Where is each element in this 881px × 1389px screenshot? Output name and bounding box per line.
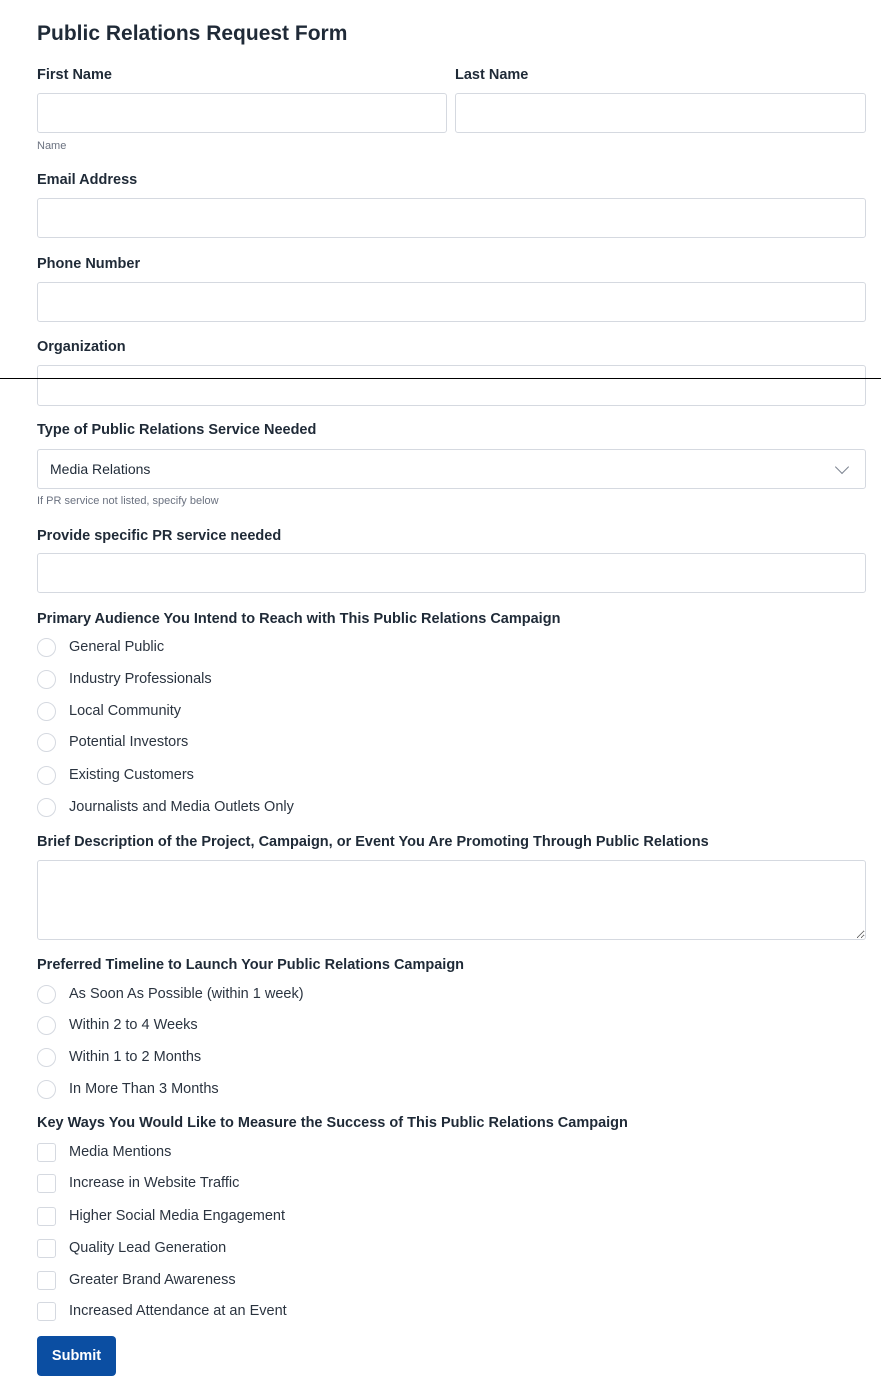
audience-option-label: Existing Customers [69, 767, 194, 783]
audience-option-local-community[interactable] [37, 700, 181, 722]
first-name-input[interactable] [37, 93, 447, 133]
email-label: Email Address [37, 172, 138, 188]
form-title: Public Relations Request Form [37, 22, 348, 45]
description-label: Brief Description of the Project, Campaign, or Event You Are Promoting Through Public Relations [37, 834, 709, 850]
audience-option-label: Potential Investors [69, 734, 189, 750]
checkbox[interactable] [37, 1207, 56, 1226]
service-type-label: Type of Public Relations Service Needed [37, 422, 317, 438]
last-name-label: Last Name [455, 67, 529, 83]
description-textarea[interactable] [37, 860, 866, 940]
success-option-label: Higher Social Media Engagement [69, 1208, 286, 1224]
success-option-website-traffic[interactable] [37, 1172, 239, 1194]
phone-label: Phone Number [37, 256, 141, 272]
checkbox[interactable] [37, 1174, 56, 1193]
radio-button[interactable] [37, 766, 56, 785]
checkbox[interactable] [37, 1271, 56, 1290]
audience-option-label: Industry Professionals [69, 671, 212, 687]
radio-button[interactable] [37, 733, 56, 752]
success-option-event-attendance[interactable] [37, 1300, 287, 1322]
timeline-option-label: Within 1 to 2 Months [69, 1049, 202, 1065]
radio-button[interactable] [37, 670, 56, 689]
success-option-media-mentions[interactable] [37, 1141, 171, 1163]
success-option-label: Quality Lead Generation [69, 1240, 227, 1256]
email-input[interactable] [37, 198, 866, 238]
overlay-divider-line [0, 378, 881, 379]
success-option-label: Greater Brand Awareness [69, 1272, 236, 1288]
radio-button[interactable] [37, 1080, 56, 1099]
audience-option-label: General Public [69, 639, 165, 655]
success-option-brand-awareness[interactable] [37, 1269, 236, 1291]
specific-service-label: Provide specific PR service needed [37, 528, 282, 544]
chevron-down-icon [835, 459, 849, 473]
first-name-label: First Name [37, 67, 112, 83]
checkbox[interactable] [37, 1143, 56, 1162]
audience-option-general-public[interactable] [37, 636, 164, 658]
specific-service-input[interactable] [37, 553, 866, 593]
audience-label: Primary Audience You Intend to Reach with This Public Relations Campaign [37, 611, 561, 627]
radio-button[interactable] [37, 638, 56, 657]
checkbox[interactable] [37, 1239, 56, 1258]
audience-option-label: Local Community [69, 703, 182, 719]
radio-button[interactable] [37, 1016, 56, 1035]
timeline-option-asap[interactable] [37, 983, 304, 1005]
success-option-label: Media Mentions [69, 1144, 172, 1160]
last-name-input[interactable] [455, 93, 866, 133]
success-option-label: Increase in Website Traffic [69, 1175, 240, 1191]
timeline-option-3-months[interactable] [37, 1078, 219, 1100]
timeline-label: Preferred Timeline to Launch Your Public Relations Campaign [37, 957, 465, 973]
service-type-selected-value: Media Relations [50, 461, 151, 477]
checkbox[interactable] [37, 1302, 56, 1321]
success-option-social-engagement[interactable] [37, 1205, 285, 1227]
radio-button[interactable] [37, 798, 56, 817]
radio-button[interactable] [37, 1048, 56, 1067]
success-option-lead-generation[interactable] [37, 1237, 226, 1259]
audience-option-existing-customers[interactable] [37, 764, 194, 786]
audience-option-potential-investors[interactable] [37, 731, 188, 753]
service-type-hint: If PR service not listed, specify below [37, 495, 219, 507]
success-option-label: Increased Attendance at an Event [69, 1303, 287, 1319]
timeline-option-2-4-weeks[interactable] [37, 1014, 198, 1036]
timeline-option-label: Within 2 to 4 Weeks [69, 1017, 198, 1033]
organization-input[interactable] [37, 365, 866, 406]
audience-option-label: Journalists and Media Outlets Only [69, 799, 294, 815]
phone-input[interactable] [37, 282, 866, 322]
success-measures-label: Key Ways You Would Like to Measure the Success of This Public Relations Campaign [37, 1115, 628, 1131]
timeline-option-label: In More Than 3 Months [69, 1081, 219, 1097]
service-type-select[interactable] [37, 449, 866, 489]
organization-label: Organization [37, 339, 126, 355]
audience-option-industry-professionals[interactable] [37, 668, 212, 690]
audience-option-journalists[interactable] [37, 796, 294, 818]
timeline-option-label: As Soon As Possible (within 1 week) [69, 986, 304, 1002]
timeline-option-1-2-months[interactable] [37, 1046, 201, 1068]
radio-button[interactable] [37, 702, 56, 721]
submit-button[interactable]: Submit [37, 1336, 116, 1376]
radio-button[interactable] [37, 985, 56, 1004]
name-hint: Name [37, 140, 67, 152]
